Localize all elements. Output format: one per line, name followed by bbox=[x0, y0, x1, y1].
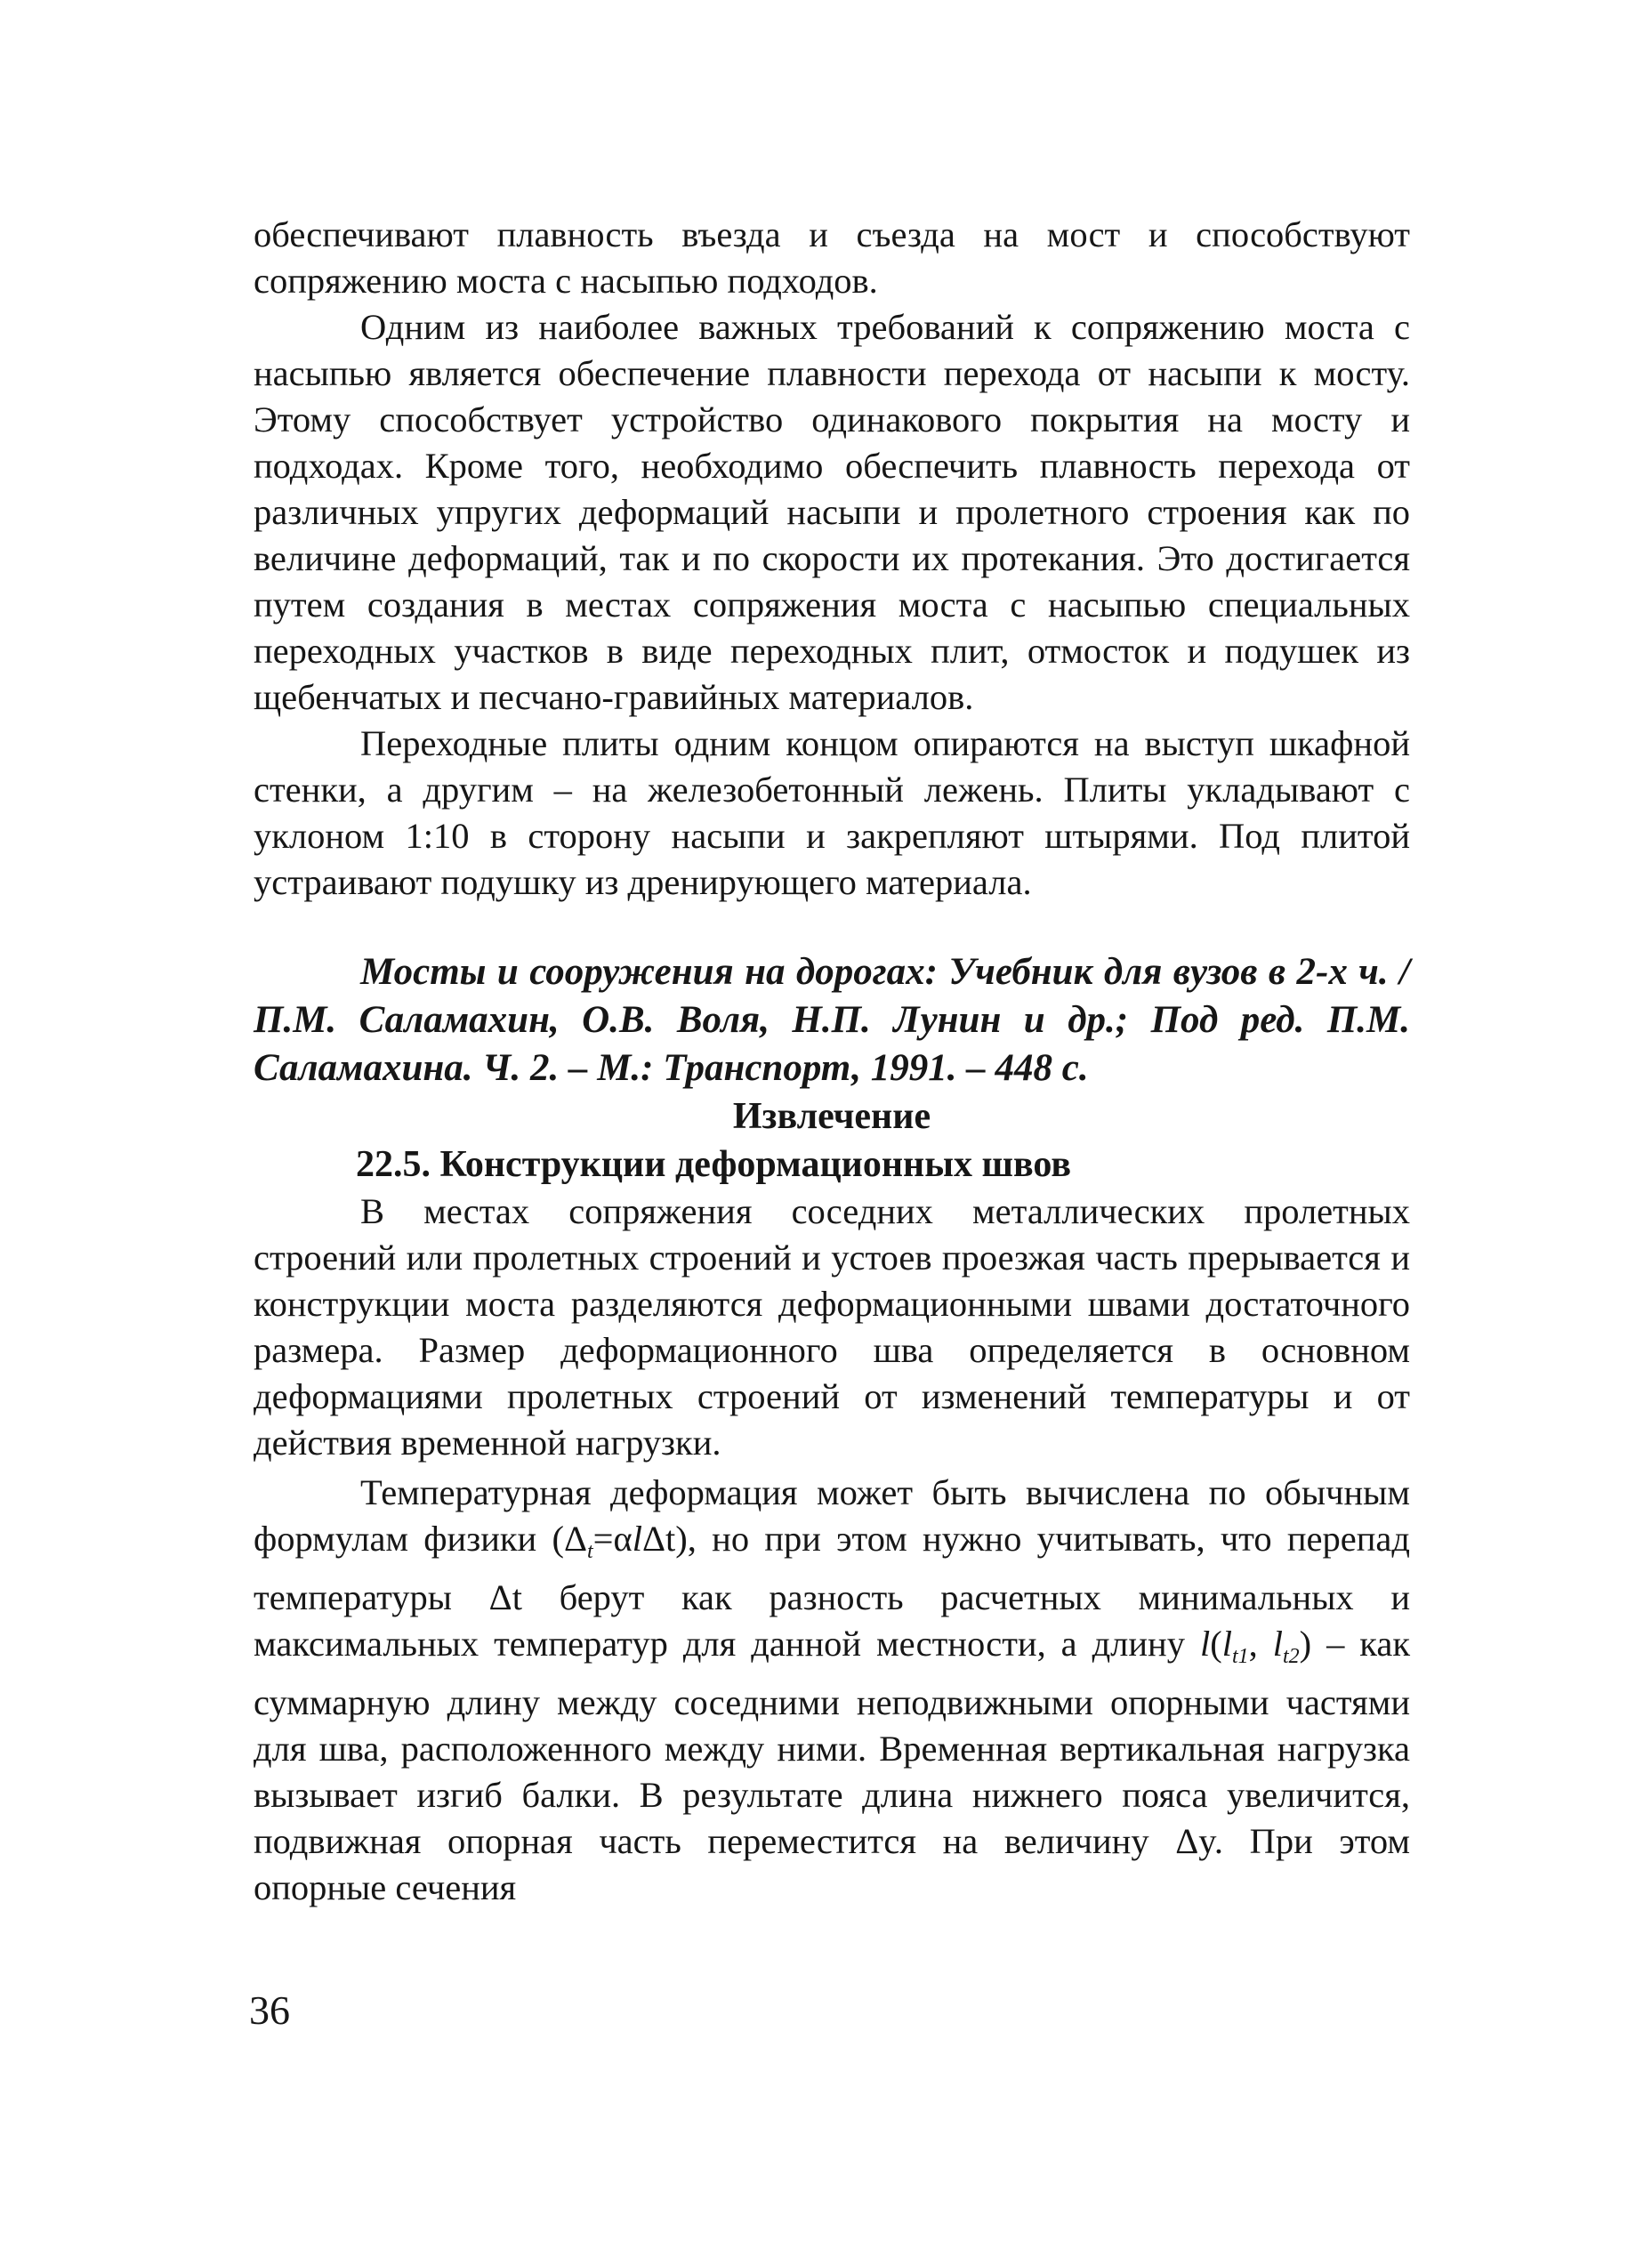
paragraph-temperature-deformation bbox=[254, 1470, 1410, 1911]
spacer bbox=[254, 906, 1410, 948]
text-run: берут как разность расчетных минимальных и максимальных температур для данной местности, а длину bbox=[254, 1577, 1411, 1664]
text-run: . При этом опорные сечения bbox=[254, 1821, 1411, 1907]
bibliographic-citation: Мосты и сооружения на дорогах: Учебник для вузов в 2-х ч. / П.М. Саламахин, О.В. Воля, Н.П. Лунин и др.; Под ред. П.М. Саламахина. Ч. 2. – М.: Транспорт, 1991. – 448 с. bbox=[254, 951, 1410, 1089]
formula-delta: Δ bbox=[563, 1519, 587, 1559]
text-run: Температурная деформация может быть вычислена по обычным формулам физики ( bbox=[254, 1472, 1410, 1559]
section-heading: 22.5. Конструкции деформационных швов bbox=[356, 1144, 1072, 1185]
formula-l: l bbox=[632, 1519, 642, 1559]
formula-equals-alpha: =α bbox=[592, 1519, 633, 1559]
paren-close: ) bbox=[1299, 1624, 1312, 1664]
paragraph-transition-slabs: Переходные плиты одним концом опираются на выступ шкафной стенки, а другим – на железобетонный лежень. Плиты укладывают с уклоном 1:10 в сторону насыпи и закрепляют штырями. Под плитой устраивают подушку из дренирующего материала. bbox=[254, 723, 1410, 902]
paragraph-continuation: обеспечивают плавность въезда и съезда на мост и способствуют сопряжению моста с насыпью подходов. bbox=[254, 214, 1410, 301]
length-l1-symbol: l bbox=[1221, 1624, 1232, 1664]
page-number: 36 bbox=[249, 1987, 290, 2033]
formula-subscript-t: t bbox=[587, 1540, 593, 1563]
length-symbol: l bbox=[1199, 1624, 1211, 1664]
text-run: – как суммарную длину между соседними неподвижными опорными частями для шва, расположенного между ними. Временная вертикальная нагрузка вызывает изгиб балки. В результате длина нижнего пояса увеличится, подвижная опорная часть переместится на величину bbox=[254, 1624, 1411, 1861]
main-text-block bbox=[254, 212, 1410, 1911]
comma: , bbox=[1248, 1624, 1273, 1664]
formula-delta-t: Δt bbox=[642, 1519, 676, 1559]
paragraph-bridge-embankment: Одним из наиболее важных требований к сопряжению моста с насыпью является обеспечение плавности перехода от насыпи к мосту. Этому способствует устройство одинакового покрытия на мосту и подходах. Кроме того, необходимо обеспечить плавность перехода от различных упругих деформаций насыпи и пролетного строения как по величине деформаций, так и по скорости их протекания. Это достигается путем создания в местах сопряжения моста с насыпью специальных переходных участков в виде переходных плит, отмосток и подушек из щебенчатых и песчано-гравийных материалов. bbox=[254, 307, 1410, 717]
length-l2-subscript: t2 bbox=[1282, 1645, 1300, 1668]
paragraph-expansion-joints: В местах сопряжения соседних металлических пролетных строений или пролетных строений и устоев проезжая часть прерывается и конструкции моста разделяются деформационными швами достаточного размера. Размер деформационного шва определяется в основном деформациями пролетных строений от изменений температуры и от действия временной нагрузки. bbox=[254, 1191, 1410, 1463]
paren-open: ( bbox=[1210, 1624, 1222, 1664]
extract-label: Извлечение bbox=[732, 1096, 931, 1137]
length-l2-symbol: l bbox=[1272, 1624, 1283, 1664]
delta-y-symbol: Δy bbox=[1175, 1821, 1214, 1861]
delta-t-symbol: Δt bbox=[488, 1577, 522, 1617]
text-run: ), но при этом нужно учитывать, что перепад температуры bbox=[254, 1519, 1410, 1617]
length-l1-subscript: t1 bbox=[1231, 1645, 1249, 1668]
